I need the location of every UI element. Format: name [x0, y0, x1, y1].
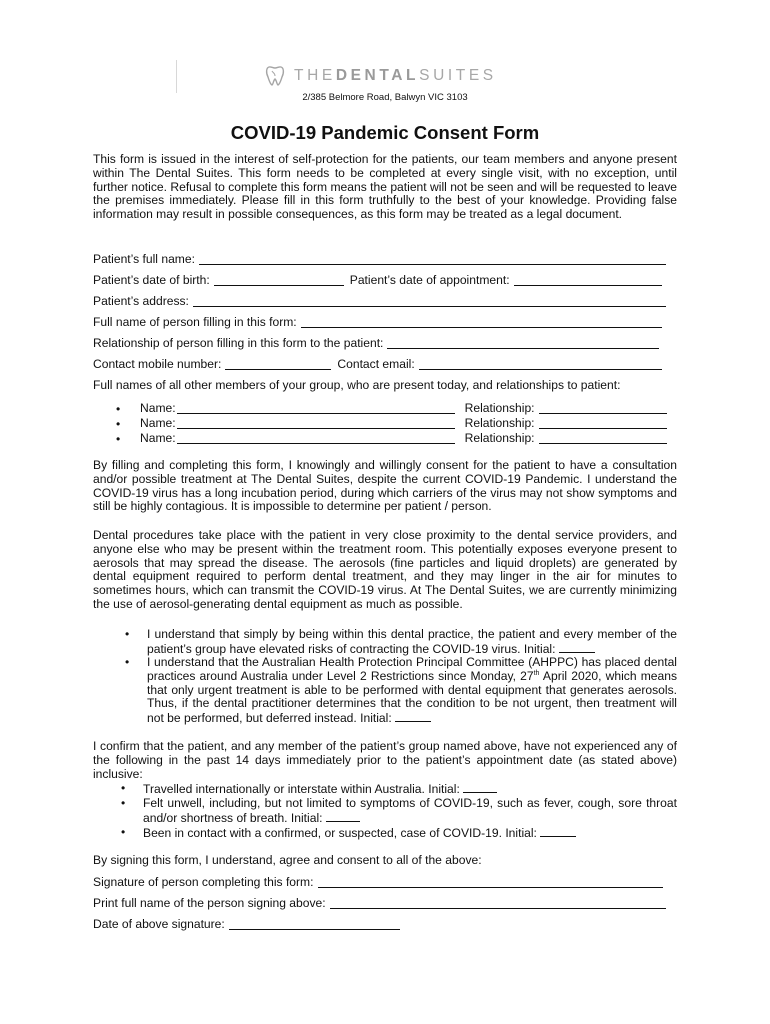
- group-members-heading: [93, 378, 677, 392]
- address-field: [93, 294, 677, 308]
- mobile-label: Contact mobile number:: [93, 357, 222, 371]
- dob-appointment-row: [93, 273, 677, 287]
- confirm-item-3-text: Been in contact with a confirmed, or suspected, case of COVID-19. Initial:: [143, 826, 537, 840]
- print-name-input[interactable]: [330, 897, 666, 909]
- bullet-icon: •: [116, 402, 121, 416]
- signature-date-input[interactable]: [229, 918, 400, 930]
- signature-field: [93, 875, 677, 889]
- understand-item-1-text: I understand that simply by being within this dental practice, the patient and every member of the patient’s group have elevated risks of contracting the COVID-19 virus. Initial:: [147, 627, 677, 656]
- address-input[interactable]: [193, 295, 666, 307]
- bullet-icon: •: [121, 781, 126, 795]
- initial-input[interactable]: [540, 826, 576, 837]
- relationship-input[interactable]: [387, 337, 659, 349]
- group-name-label: Name:: [140, 416, 176, 430]
- signature-date-label: Date of above signature:: [93, 917, 225, 931]
- full-name-field: [93, 252, 677, 266]
- appointment-date-label: Patient’s date of appointment:: [349, 273, 510, 287]
- full-name-input[interactable]: [199, 253, 666, 265]
- tooth-logo-icon: [264, 64, 286, 88]
- print-name-field: [93, 896, 677, 910]
- bullet-icon: •: [116, 432, 121, 446]
- bullet-icon: •: [116, 417, 121, 431]
- initial-input[interactable]: [559, 642, 595, 653]
- understand-item-2: [125, 655, 677, 726]
- understand-item-2-text-cont: April 2020, which means that only urgent treatment is able to be performed with dental equipment that generates aerosols. Thus, if the dental practitioner determines that the condition to be not urgent, then treatment will not be performed, but deferred instead. Initial:: [147, 668, 677, 726]
- email-input[interactable]: [419, 358, 662, 370]
- confirm-item-3: [121, 825, 677, 841]
- superscript-th: th: [533, 669, 540, 677]
- group-relationship-input[interactable]: [539, 402, 667, 414]
- signing-statement: [93, 853, 677, 867]
- filler-name-field: [93, 315, 677, 329]
- intro-paragraph: This form is issued in the interest of self-protection for the patients, our team members and anyone present within The Dental Suites. This form needs to be completed at every single visit, with no exception, until further notice. Refusal to complete this form means the patient will not be seen and will be requested to leave the premises immediately. Please fill in this form truthfully to the best of your knowledge. Providing false information may result in possible consequences, as this form may be treated as a legal document.: [93, 152, 677, 222]
- group-relationship-label: Relationship:: [464, 431, 535, 445]
- initial-input[interactable]: [395, 711, 431, 722]
- filler-name-label: Full name of person filling in this form:: [93, 315, 297, 329]
- logo: [264, 64, 497, 88]
- address-label: Patient’s address:: [93, 294, 189, 308]
- initial-input[interactable]: [463, 782, 497, 793]
- filler-name-input[interactable]: [301, 316, 662, 328]
- group-members-label: Full names of all other members of your group, who are present today, and relationships to patient:: [93, 378, 621, 392]
- dob-label: Patient’s date of birth:: [93, 273, 210, 287]
- signature-label: Signature of person completing this form:: [93, 875, 314, 889]
- consent-paragraph: By filling and completing this form, I knowingly and willingly consent for the patient to have a consultation and/or possible treatment at The Dental Suites, despite the current COVID-19 Pandemic. I understand the COVID-19 virus has a long incubation period, during which carriers of the virus may not show symptoms and still be highly contagious. It is impossible to determine per patient / person.: [93, 458, 677, 514]
- group-name-input[interactable]: [177, 432, 455, 444]
- aerosol-paragraph: Dental procedures take place with the patient in very close proximity to the dental service providers, and anyone else who may be present within the treatment room. This potentially exposes everyone present to aerosols that may spread the disease. The aerosols (fine particles and liquid droplets) are generated by dental equipment required to perform dental treatment, and they may linger in the air for minutes to sometimes hours, which can transmit the COVID-19 virus. At The Dental Suites, we are currently minimizing the use of aerosol-generating dental equipment as much as possible.: [93, 528, 677, 611]
- initial-input[interactable]: [326, 811, 360, 822]
- bullet-icon: •: [121, 796, 126, 810]
- confirm-item-2-text: Felt unwell, including, but not limited to symptoms of COVID-19, such as fever, cough, sore throat and/or shortness of breath. Initial:: [143, 796, 677, 825]
- group-relationship-label: Relationship:: [464, 416, 535, 430]
- group-relationship-input[interactable]: [539, 417, 667, 429]
- dob-input[interactable]: [214, 274, 344, 286]
- bullet-icon: •: [125, 655, 130, 669]
- group-name-label: Name:: [140, 431, 176, 445]
- email-label: Contact email:: [337, 357, 415, 371]
- signature-date-field: [93, 917, 677, 931]
- group-relationship-label: Relationship:: [464, 401, 535, 415]
- practice-address: 2/385 Belmore Road, Balwyn VIC 3103: [302, 92, 468, 103]
- contact-row: [93, 357, 677, 371]
- signature-input[interactable]: [318, 876, 663, 888]
- appointment-date-input[interactable]: [514, 274, 662, 286]
- bullet-icon: •: [121, 825, 126, 839]
- relationship-field: [93, 336, 677, 350]
- header-divider: [176, 60, 177, 93]
- understand-item-1: [125, 627, 677, 657]
- confirm-item-1: [121, 781, 677, 797]
- confirm-paragraph: I confirm that the patient, and any member of the patient’s group named above, have not experienced any of the following in the past 14 days immediately prior to the patient’s appointment date (as stated above) inclusive:: [93, 739, 677, 781]
- print-name-label: Print full name of the person signing above:: [93, 896, 326, 910]
- group-name-input[interactable]: [177, 402, 455, 414]
- confirm-item-1-text: Travelled internationally or interstate within Australia. Initial:: [143, 782, 460, 796]
- confirm-item-2: [121, 796, 677, 826]
- bullet-icon: •: [125, 627, 130, 641]
- full-name-label: Patient’s full name:: [93, 252, 195, 266]
- signing-statement-text: By signing this form, I understand, agree and consent to all of the above:: [93, 853, 482, 867]
- group-name-input[interactable]: [177, 417, 455, 429]
- logo-text: THEDENTALSUITES: [294, 67, 497, 84]
- relationship-label: Relationship of person filling in this form to the patient:: [93, 336, 384, 350]
- group-relationship-input[interactable]: [539, 432, 667, 444]
- form-title: COVID-19 Pandemic Consent Form: [230, 122, 540, 143]
- mobile-input[interactable]: [225, 358, 331, 370]
- group-name-label: Name:: [140, 401, 176, 415]
- understand-item-2-text: I understand that the Australian Health Protection Principal Committee (AHPPC) has placed dental practices around Australia under Level 2 Restrictions since Monday, 27: [147, 655, 677, 683]
